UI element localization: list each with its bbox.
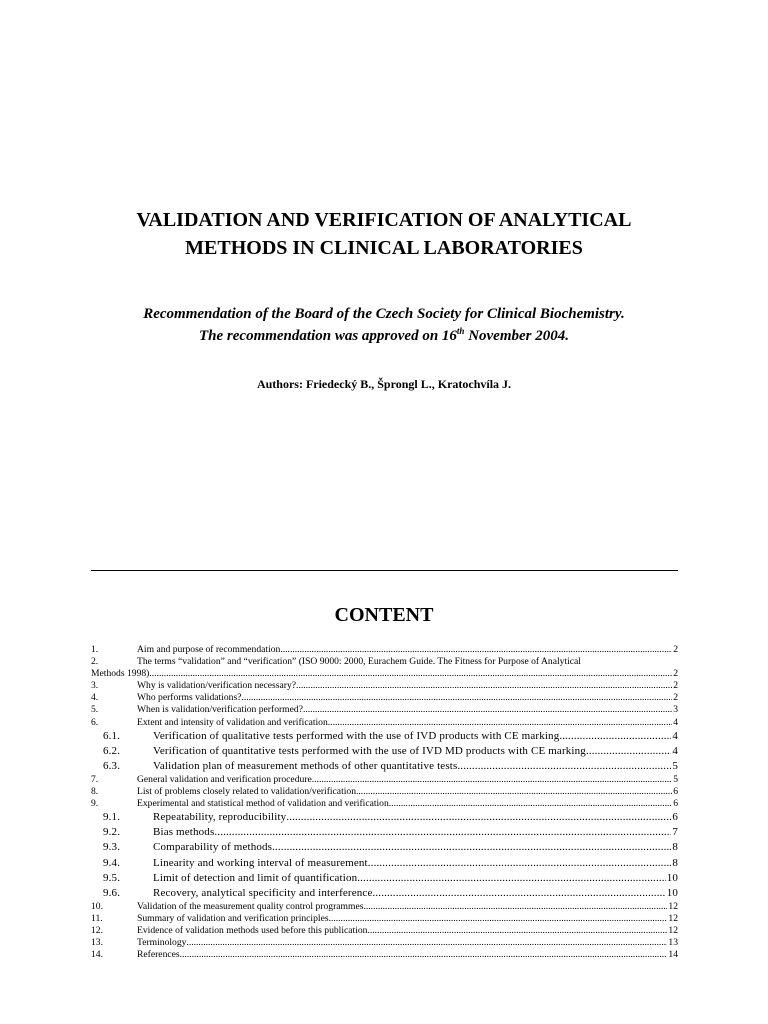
toc-entry-number: 3. <box>91 680 99 692</box>
toc-entry-number: 9. <box>91 798 99 810</box>
toc-entry-title: Repeatability, reproducibility <box>153 811 287 824</box>
toc-entry[interactable] <box>91 925 678 937</box>
toc-page-number: 2 <box>673 680 678 692</box>
toc-entry-number: 2. <box>91 656 99 668</box>
toc-entry-title: Terminology <box>137 937 187 949</box>
toc-dot-leader <box>367 925 667 937</box>
toc-entry[interactable] <box>91 744 678 759</box>
toc-dot-leader <box>149 668 672 680</box>
toc-entry-number: 6. <box>91 716 99 728</box>
content-heading: CONTENT <box>334 604 434 626</box>
toc-dot-leader <box>328 717 672 729</box>
toc-entry[interactable] <box>91 798 678 810</box>
section-divider <box>91 570 678 571</box>
toc-entry-number: 12. <box>91 924 103 936</box>
toc-dot-leader <box>363 901 667 913</box>
toc-entry[interactable] <box>91 668 678 680</box>
toc-entry-number: 6.2. <box>103 744 121 757</box>
toc-entry-title: Experimental and statistical method of validation and verification <box>137 798 389 810</box>
toc-page-number: 10 <box>666 871 678 884</box>
toc-entry-number: 9.3. <box>103 841 121 854</box>
toc-dot-leader <box>312 774 672 786</box>
toc-entry-title: Methods 1998) <box>91 668 150 680</box>
toc-entry-number: 7. <box>91 773 99 785</box>
toc-dot-leader <box>356 786 672 798</box>
toc-entry-title: Who performs validations? <box>137 692 242 704</box>
toc-entry-number: 11. <box>91 912 103 924</box>
toc-entry-title: Recovery, analytical specificity and interference <box>153 886 373 899</box>
toc-entry[interactable] <box>91 901 678 913</box>
toc-entry[interactable] <box>91 949 678 961</box>
document-title <box>0 206 768 262</box>
toc-dot-leader <box>329 913 668 925</box>
toc-page-number: 4 <box>672 744 678 757</box>
toc-entry-number: 1. <box>91 644 99 655</box>
toc-page-number: 8 <box>672 856 678 869</box>
toc-entry-title: General validation and verification procedure <box>137 773 312 785</box>
toc-entry[interactable] <box>91 871 678 886</box>
toc-dot-leader <box>586 744 671 759</box>
toc-page-number: 12 <box>668 900 678 912</box>
toc-page-number: 12 <box>668 924 678 936</box>
document-title-line-1: VALIDATION AND VERIFICATION OF ANALYTICAL <box>136 209 632 231</box>
toc-entry-title: Validation plan of measurement methods of other quantitative tests <box>153 759 458 772</box>
toc-entry-title: Why is validation/verification necessary? <box>137 680 297 692</box>
toc-page-number: 6 <box>673 786 678 798</box>
toc-dot-leader <box>303 704 672 716</box>
toc-entry-number: 13. <box>91 937 103 949</box>
toc-dot-leader <box>296 680 672 692</box>
toc-entry[interactable] <box>91 937 678 949</box>
toc-entry-number: 6.3. <box>103 759 121 772</box>
toc-entry-number: 9.2. <box>103 826 121 839</box>
subtitle-line-1: Recommendation of the Board of the Czech Society for Clinical Biochemistry. <box>143 306 625 322</box>
toc-entry-title: Evidence of validation methods used before this publication <box>137 924 368 936</box>
ordinal-suffix: th <box>456 326 465 336</box>
toc-dot-leader <box>373 886 666 901</box>
toc-page-number: 2 <box>673 668 678 680</box>
toc-entry[interactable] <box>91 840 678 855</box>
toc-entry-number: 9.6. <box>103 886 121 899</box>
toc-entry[interactable] <box>91 759 678 774</box>
toc-entry[interactable] <box>91 644 678 656</box>
authors-line: Authors: Friedecký B., Šprongl L., Kratochvíla J. <box>256 377 512 391</box>
toc-dot-leader <box>272 840 671 855</box>
toc-entry-title: Verification of qualitative tests performed with the use of IVD products with CE marking <box>153 729 560 742</box>
toc-page-number: 12 <box>668 912 678 924</box>
toc-entry-number: 8. <box>91 786 99 798</box>
toc-entry-title: When is validation/verification performed? <box>137 704 303 716</box>
toc-entry-line <box>91 656 678 668</box>
toc-page-number: 6 <box>673 798 678 810</box>
toc-dot-leader <box>389 798 672 810</box>
toc-entry-number: 9.4. <box>103 856 121 869</box>
toc-page-number: 2 <box>673 644 678 655</box>
toc-page-number: 7 <box>672 826 678 839</box>
toc-dot-leader <box>280 644 672 656</box>
toc-dot-leader <box>180 949 668 961</box>
toc-dot-leader <box>559 729 671 744</box>
toc-entry-title: Comparability of methods <box>153 841 273 854</box>
toc-page-number: 6 <box>672 811 678 824</box>
toc-entry-number: 14. <box>91 949 103 961</box>
toc-entry-number: 6.1. <box>103 729 121 742</box>
toc-entry-title: Verification of quantitative tests performed with the use of IVD MD products with CE marking <box>153 744 586 757</box>
toc-page-number: 5 <box>673 773 678 785</box>
toc-page-number: 14 <box>668 949 678 961</box>
toc-dot-leader <box>368 856 672 871</box>
toc-entry-title: Validation of the measurement quality control programmes <box>137 900 364 912</box>
toc-entry-title: The terms “validation” and “verification” (ISO 9000: 2000, Eurachem Guide. The Fitness for Purpose of Analytical <box>137 656 581 668</box>
toc-entry[interactable] <box>91 856 678 871</box>
toc-dot-leader <box>457 759 671 774</box>
toc-page-number: 10 <box>666 886 678 899</box>
toc-entry-title: Summary of validation and verification principles <box>137 912 329 924</box>
toc-entry[interactable] <box>91 786 678 798</box>
toc-entry-title: Limit of detection and limit of quantification <box>153 871 358 884</box>
toc-entry-title: Linearity and working interval of measurement <box>153 856 368 869</box>
table-of-contents <box>91 644 678 961</box>
toc-dot-leader <box>286 810 671 825</box>
subtitle-line-2 <box>0 325 768 347</box>
toc-entry[interactable] <box>91 825 678 840</box>
toc-page-number: 13 <box>668 937 678 949</box>
document-title-line-2: METHODS IN CLINICAL LABORATORIES <box>185 237 583 259</box>
toc-entry-title: Extent and intensity of validation and verification <box>137 716 328 728</box>
toc-dot-leader <box>357 871 665 886</box>
toc-entry[interactable] <box>91 704 678 716</box>
toc-page-number: 4 <box>672 729 678 742</box>
toc-dot-leader <box>214 825 671 840</box>
toc-dot-leader <box>186 937 667 949</box>
toc-entry[interactable] <box>91 729 678 744</box>
toc-dot-leader <box>241 692 672 704</box>
toc-entry[interactable] <box>91 913 678 925</box>
toc-page-number: 3 <box>673 704 678 716</box>
toc-entry-title: Bias methods <box>153 826 215 839</box>
toc-entry[interactable] <box>91 717 678 729</box>
toc-entry-title: Aim and purpose of recommendation <box>137 644 281 655</box>
toc-page-number: 5 <box>672 759 678 772</box>
toc-entry-number: 10. <box>91 900 103 912</box>
toc-page-number: 2 <box>673 692 678 704</box>
toc-entry[interactable] <box>91 774 678 786</box>
toc-entry[interactable] <box>91 692 678 704</box>
toc-entry[interactable] <box>91 680 678 692</box>
toc-entry[interactable] <box>91 886 678 901</box>
toc-entry-title: References <box>137 949 180 961</box>
subtitle-line-2-text: The recommendation was approved on 16 <box>199 328 457 344</box>
toc-entry-number: 4. <box>91 692 99 704</box>
toc-entry-number: 5. <box>91 704 99 716</box>
toc-page-number: 4 <box>673 716 678 728</box>
toc-entry-title: List of problems closely related to validation/verification <box>137 786 356 798</box>
toc-page-number: 8 <box>672 841 678 854</box>
toc-entry-number: 9.1. <box>103 811 121 824</box>
toc-entry[interactable] <box>91 810 678 825</box>
document-subtitle <box>0 303 768 347</box>
subtitle-line-2-date: November 2004. <box>464 328 569 344</box>
toc-entry-number: 9.5. <box>103 871 121 884</box>
